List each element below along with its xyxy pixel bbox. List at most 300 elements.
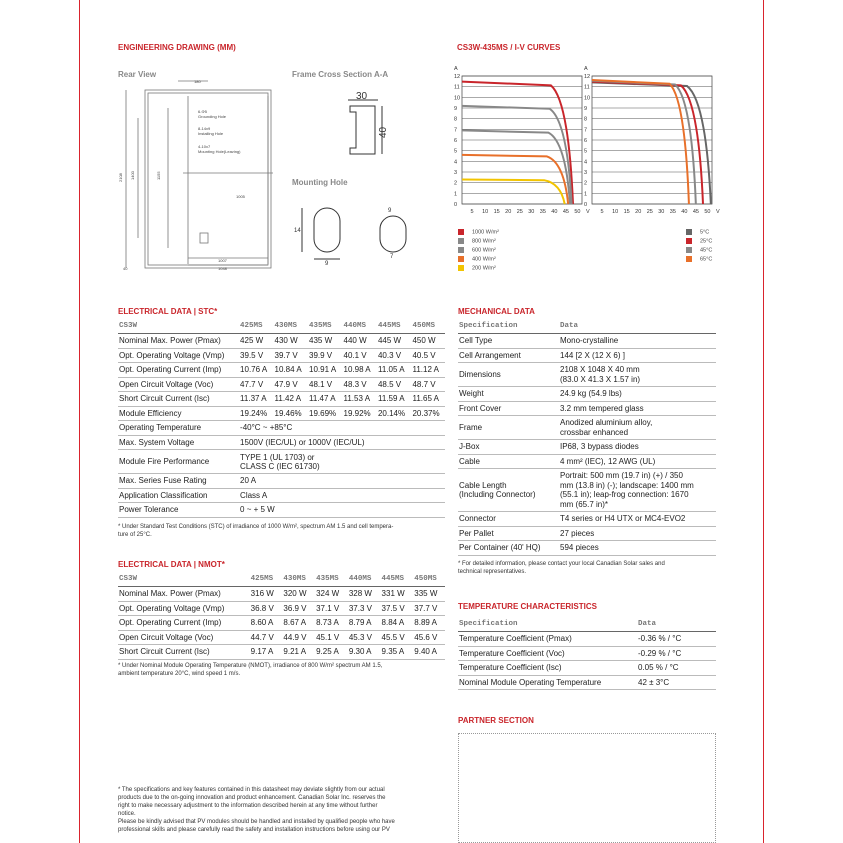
footer-disclaimer [118,786,453,834]
row-value: 47.7 V [238,377,272,392]
header-spec: Specification [458,617,636,632]
row-value: 9.21 A [281,645,314,660]
temperature-table [458,617,716,690]
row-label: Open Circuit Voltage (Voc) [118,630,249,645]
iv-y-tick-label: 2 [454,180,458,187]
header-col: 430MS [281,572,314,587]
row-value: 45.1 V [314,630,347,645]
row-value: 45.5 V [380,630,413,645]
electrical-nmot-table [118,572,445,660]
iv-x-tick-label: 30 [528,209,535,215]
legend-swatch [458,256,464,262]
row-value-cell [558,401,716,416]
row-value: 8.84 A [380,616,413,631]
legend-swatch [686,247,692,253]
row-value-value: T4 series or H4 UTX or MC4-EVO2 [560,514,686,524]
row-value: 20.37% [410,406,445,421]
iv-curves-title: CS3W-435MS / I-V CURVES [457,43,561,52]
iv-curve [592,80,689,204]
table-row [458,512,716,527]
legend-item [686,256,726,262]
iv-x-tick-label: 40 [681,209,688,215]
row-value-cell [558,363,716,387]
row-value-cell [636,632,716,647]
partner-title: PARTNER SECTION [458,716,534,725]
row-label: Max. System Voltage [118,435,238,450]
iv-x-tick-label: 35 [539,209,546,215]
table-row [118,587,445,602]
row-value-value: 0.05 % / °C [638,663,679,673]
svg-text:40: 40 [123,266,128,271]
row-label: Max. Series Fuse Rating [118,474,238,489]
iv-y-tick-label: 0 [584,202,588,208]
row-value: 328 W [347,587,380,602]
table-row [118,421,445,436]
row-label: Application Classification [118,488,238,503]
iv-y-tick-label: 1 [454,191,458,198]
row-value-cell [558,469,716,512]
table-row [118,630,445,645]
row-value: Class A [240,490,268,500]
iv-curve [592,81,696,204]
row-value-value: -0.29 % / °C [638,648,682,658]
row-value: 440 W [342,334,376,349]
row-value-value: 4 mm² (IEC), 12 AWG (UL) [560,456,656,466]
row-value-cell [636,661,716,676]
row-value: 19.69% [307,406,341,421]
footer-line-2: products due to the on-going innovation and product enhancement. Canadian Solar Inc. reserves the [118,795,386,801]
iv-y-tick-label: 7 [584,127,588,134]
row-value: 37.7 V [412,601,445,616]
iv-y-tick-label: 3 [454,170,458,176]
iv-y-tick-label: 4 [454,159,458,166]
header-col: 450MS [410,319,445,334]
row-value: 39.7 V [273,348,307,363]
row-value-cell [636,675,716,690]
row-value: 36.9 V [281,601,314,616]
iv-x-tick-label: 20 [635,209,642,215]
row-label: Opt. Operating Voltage (Vmp) [118,348,238,363]
table-row [118,503,445,518]
iv-x-tick-label: 15 [623,209,630,215]
legend-label: 200 W/m² [472,265,496,272]
table-header-row [118,319,445,334]
row-label-cell [458,348,558,363]
row-value: 331 W [380,587,413,602]
row-label: Short Circuit Current (Isc) [118,392,238,407]
svg-text:1155: 1155 [156,171,161,180]
row-value-cell [558,348,716,363]
row-value-cell [238,421,445,436]
legend-label: 45°C [700,247,713,254]
rear-view-drawing [118,78,288,278]
table-header-row [458,617,716,632]
iv-y-axis-label: A [584,66,588,72]
row-value: 37.3 V [347,601,380,616]
row-value-value: 42 ± 3°C [638,677,670,687]
row-value: 320 W [281,587,314,602]
row-value: 36.8 V [249,601,282,616]
legend-label: 400 W/m² [472,256,496,263]
row-value-cell [238,450,445,474]
row-value: 45.6 V [412,630,445,645]
row-value: 10.84 A [273,363,307,378]
svg-text:30: 30 [356,92,368,102]
row-value: 11.12 A [410,363,445,378]
row-value: 20.14% [376,406,410,421]
table-row [458,416,716,440]
iv-x-tick-label: 25 [646,209,653,215]
iv-x-tick-label: 5 [470,209,474,215]
legend-item [686,247,726,253]
row-value: TYPE 1 (UL 1703) or [240,452,315,462]
legend-item [458,238,578,244]
row-value-cell [558,512,716,527]
iv-y-tick-label: 10 [584,95,591,102]
iv-curve [462,179,565,204]
table-row [118,488,445,503]
table-row [118,616,445,631]
svg-text:180: 180 [194,79,201,84]
row-value: 8.79 A [347,616,380,631]
row-label: Nominal Max. Power (Pmax) [118,587,249,602]
table-row [458,526,716,541]
temperature-title: TEMPERATURE CHARACTERISTICS [458,602,597,611]
iv-x-tick-label: 30 [658,209,665,215]
row-value-value4: mm (65.7 in)* [560,499,609,509]
legend-swatch [686,238,692,244]
row-value-value: 144 [2 X (12 X 6) ] [560,350,625,360]
iv-y-tick-label: 11 [584,84,590,91]
row-label: Per Container (40' HQ) [459,543,541,553]
row-value: 445 W [376,334,410,349]
table-row [118,334,445,349]
iv-x-tick-label: 10 [482,209,489,215]
legend-label: 800 W/m² [472,238,496,245]
row-label: Temperature Coefficient (Isc) [459,663,562,673]
row-label-cell [458,440,558,455]
row-value-value2: (83.0 X 41.3 X 1.57 in) [560,374,641,384]
row-label-cell [458,646,636,661]
row-value-cell [558,440,716,455]
row-value: 11.65 A [410,392,445,407]
iv-y-axis-label: A [454,66,458,72]
table-row [458,363,716,387]
iv-x-tick-label: 45 [562,209,569,215]
electrical-stc-table [118,319,445,518]
row-value-value: 27 pieces [560,528,595,538]
row-label-cell [458,454,558,469]
table-row [458,387,716,402]
legend-item [686,229,726,235]
iv-x-tick-label: 15 [493,209,500,215]
row-value: 48.5 V [376,377,410,392]
iv-x-axis-label: V [586,209,590,215]
row-value: 19.46% [273,406,307,421]
row-value: 1500V (IEC/UL) or 1000V (IEC/UL) [240,437,365,447]
row-label: Temperature Coefficient (Voc) [459,648,565,658]
row-label-cell [458,526,558,541]
iv-y-tick-label: 6 [454,138,458,144]
iv-curve [462,130,570,204]
svg-text:1048: 1048 [218,266,227,271]
row-value: 19.24% [238,406,272,421]
legend-swatch [458,247,464,253]
row-value: 8.67 A [281,616,314,631]
row-label-cell [458,675,636,690]
row-value: 425 W [238,334,272,349]
legend-item [458,256,578,262]
nmot-note [118,662,382,678]
header-col: 450MS [412,572,445,587]
row-value: 324 W [314,587,347,602]
svg-text:1007: 1007 [218,258,227,263]
partner-box [458,733,716,843]
svg-text:2108: 2108 [118,173,123,182]
row-label: Operating Temperature [118,421,238,436]
row-value-value2: crossbar enhanced [560,427,629,437]
rear-view-label: Rear View [118,70,157,79]
row-value: 40.3 V [376,348,410,363]
iv-y-tick-label: 8 [584,116,588,123]
legend-item [458,229,578,235]
row-label: Temperature Coefficient (Pmax) [459,634,572,644]
svg-text:14: 14 [294,228,301,234]
table-row [458,348,716,363]
row-value-cell [558,334,716,349]
table-row [118,392,445,407]
row-label: Connector [459,514,496,524]
table-row [458,646,716,661]
row-value-cell [558,416,716,440]
row-value-value: IP68, 3 bypass diodes [560,442,639,452]
header-model: CS3W [118,572,249,587]
iv-y-tick-label: 12 [454,74,461,80]
row-value-cell [558,454,716,469]
svg-text:6-Φ5: 6-Φ5 [198,109,207,114]
table-row [118,435,445,450]
legend-label: 5°C [700,229,710,236]
row-value: 450 W [410,334,445,349]
engineering-drawing-title: ENGINEERING DRAWING (MM) [118,43,236,52]
legend-swatch [458,229,464,235]
header-spec: Specification [458,319,558,334]
row-value-value: 3.2 mm tempered glass [560,403,644,413]
iv-curve [592,82,703,204]
row-value: 40.5 V [410,348,445,363]
row-value: 37.1 V [314,601,347,616]
frame-cross-section-drawing [320,92,390,162]
row-value: 8.73 A [314,616,347,631]
header-data: Data [636,617,716,632]
row-value: -40°C ~ +85°C [240,423,293,433]
row-value: 19.92% [342,406,376,421]
row-label: J-Box [459,442,480,452]
row-label: Opt. Operating Current (Imp) [118,363,238,378]
row-value: 11.47 A [307,392,341,407]
table-row [118,377,445,392]
row-label-cell [458,469,558,512]
row-value: 48.7 V [410,377,445,392]
row-value: 9.40 A [412,645,445,660]
iv-y-tick-label: 8 [454,116,458,123]
header-data: Data [558,319,716,334]
iv-x-tick-label: 25 [516,209,523,215]
table-row [458,454,716,469]
table-row [118,645,445,660]
footer-line-4: notice. [118,811,136,817]
row-value: 37.5 V [380,601,413,616]
row-value-value3: (55.1 in); leap-frog connection: 1670 [560,490,689,499]
svg-text:8-14x9: 8-14x9 [198,126,211,131]
stc-note-line-1: * Under Standard Test Conditions (STC) of irradiance of 1000 W/m², spectrum AM 1.5 and cell tempera- [118,524,394,530]
nmot-note-line-2: ambient temperature 20°C, wind speed 1 m/s. [118,671,241,677]
row-value-value2: mm (13.8 in) (-); landscape: 1400 mm [560,480,694,490]
row-label: Opt. Operating Current (Imp) [118,616,249,631]
svg-text:4-10x7: 4-10x7 [198,144,211,149]
table-row [458,469,716,512]
svg-text:Mounting Hole(Leaving): Mounting Hole(Leaving) [198,149,241,154]
row-value: 0 ~ + 5 W [240,505,275,515]
svg-text:Grounding Hole: Grounding Hole [198,114,227,119]
legend-swatch [458,238,464,244]
table-row [118,474,445,489]
row-value-value: 594 pieces [560,543,599,553]
legend-item [458,265,578,271]
row-label: Opt. Operating Voltage (Vmp) [118,601,249,616]
row-value: 40.1 V [342,348,376,363]
iv-x-tick-label: 50 [574,209,581,215]
iv-x-tick-label: 20 [505,209,512,215]
row-label-cell [458,512,558,527]
row-value-cell [238,503,445,518]
iv-y-tick-label: 11 [454,84,460,91]
row-value: 435 W [307,334,341,349]
row-value: 45.3 V [347,630,380,645]
footer-line-5: Please be kindly advised that PV modules should be handled and installed by qualified people who have [118,819,395,825]
row-label-cell [458,363,558,387]
mechanical-table [458,319,716,556]
row-value: 8.89 A [412,616,445,631]
iv-y-tick-label: 4 [584,159,588,166]
row-label: Dimensions [459,370,501,379]
stc-note [118,523,393,539]
row-value: 44.9 V [281,630,314,645]
row-value: 39.9 V [307,348,341,363]
row-label-cell [458,401,558,416]
row-value-cell [238,435,445,450]
header-col: 435MS [314,572,347,587]
header-col: 440MS [342,319,376,334]
table-row [458,675,716,690]
table-row [118,450,445,474]
iv-y-tick-label: 12 [584,74,591,80]
row-label: Open Circuit Voltage (Voc) [118,377,238,392]
row-label: Cable [459,456,480,466]
electrical-nmot-title: ELECTRICAL DATA | NMOT* [118,560,225,569]
header-col: 445MS [376,319,410,334]
row-value: 335 W [412,587,445,602]
table-row [458,632,716,647]
nmot-note-line-1: * Under Nominal Module Operating Temperature (NMOT), irradiance of 800 W/m² spectrum AM 1.5, [118,663,383,669]
iv-x-axis-label: V [716,209,720,215]
mounting-hole-drawing [292,196,432,266]
row-label: Module Fire Performance [118,450,238,474]
row-label: Frame [459,423,483,432]
table-row [118,601,445,616]
iv-y-tick-label: 5 [584,148,588,155]
mech-note-line-1: * For detailed information, please contact your local Canadian Solar sales and [458,561,665,567]
table-row [118,406,445,421]
cross-section-label: Frame Cross Section A-A [292,70,389,79]
table-row [458,401,716,416]
table-row [458,541,716,556]
iv-curves-chart [452,58,722,223]
footer-line-1: * The specifications and key features contained in this datasheet may deviate slightly from our actual [118,787,385,793]
row-value-cell [238,474,445,489]
legend-label: 600 W/m² [472,247,496,254]
row-label: Front Cover [459,403,502,413]
row-value: 8.60 A [249,616,282,631]
row-value: 430 W [273,334,307,349]
row-label: Module Efficiency [118,406,238,421]
legend-swatch [458,265,464,271]
row-value: 48.1 V [307,377,341,392]
header-col: 430MS [273,319,307,334]
iv-y-tick-label: 6 [584,138,588,144]
legend-label: 25°C [700,238,713,245]
table-row [118,348,445,363]
iv-y-tick-label: 9 [454,106,458,112]
legend-label: 1000 W/m² [472,229,499,236]
header-col: 440MS [347,572,380,587]
row-value-value: -0.36 % / °C [638,634,682,644]
legend-item [458,247,578,253]
row-label-cell [458,387,558,402]
row-label: Cell Type [459,336,493,346]
legend-item [686,238,726,244]
row-value: 10.98 A [342,363,376,378]
iv-y-tick-label: 1 [584,191,588,198]
iv-y-tick-label: 3 [584,170,588,176]
row-label-cell [458,334,558,349]
svg-text:Installing Hole: Installing Hole [198,131,224,136]
iv-x-tick-label: 35 [669,209,676,215]
row-value: 20 A [240,476,257,486]
row-value: 9.30 A [347,645,380,660]
iv-y-tick-label: 10 [454,95,461,102]
row-label-cell [458,632,636,647]
row-value: 11.37 A [238,392,272,407]
iv-y-tick-label: 9 [584,106,588,112]
mechanical-title: MECHANICAL DATA [458,307,535,316]
row-label: Short Circuit Current (Isc) [118,645,249,660]
row-value-value: Portrait: 500 mm (19.7 in) (+) / 350 [560,471,683,480]
header-col: 435MS [307,319,341,334]
row-value-line-2: CLASS C (IEC 61730) [240,461,320,471]
row-label-cell [458,541,558,556]
header-model: CS3W [118,319,238,334]
header-col: 425MS [238,319,272,334]
table-row [458,661,716,676]
header-col: 425MS [249,572,282,587]
row-value: 44.7 V [249,630,282,645]
svg-text:40: 40 [378,126,389,138]
row-value: 11.42 A [273,392,307,407]
table-header-row [118,572,445,587]
row-value: 11.05 A [376,363,410,378]
svg-text:9: 9 [325,261,329,266]
